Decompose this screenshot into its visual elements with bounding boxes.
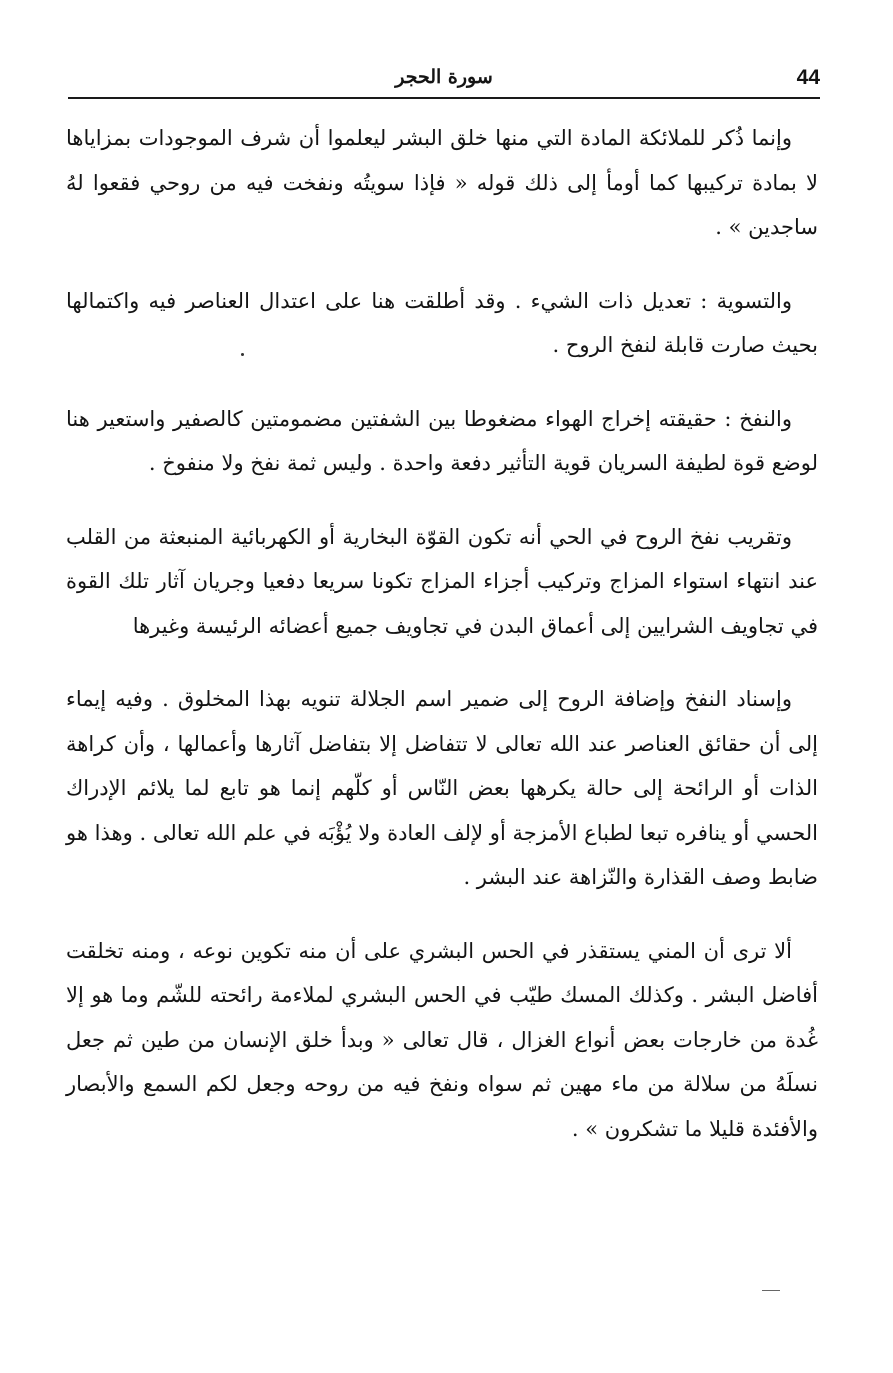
paragraph-taqrib-nafkh-ar-ruh: وتقريب نفخ الروح في الحي أنه تكون القوّة البخارية أو الكهربائية المنبعثة من القلب عند انتهاء استواء المزاج وتركيب أجزاء المزاج تكونا سريعا دفعيا وجريان آثار تلك القوة في تجاويف الشرايين إلى أعماق البدن في تجاويف جميع أعضائه الرئيسة وغيرها <box>66 524 818 638</box>
paragraph-taswiya: والتسوية : تعديل ذات الشيء . وقد أطلقت هنا على اعتدال العناصر فيه واكتمالها بحيث صارت قابلة لنفخ الروح . <box>66 288 818 357</box>
body-text <box>66 116 818 1151</box>
paragraph-dhikr-lilmalaika: وإنما ذُكر للملائكة المادة التي منها خلق البشر ليعلموا أن شرف الموجودات بمزاياها لا بمادة تركيبها كما أومأ إلى ذلك قوله « فإذا سويتُه ونفخت فيه من روحي فقعوا لهُ ساجدين » . <box>66 126 818 239</box>
page-number: 44 <box>796 66 820 89</box>
header-rule <box>68 97 820 99</box>
running-title: سورة الحجر <box>395 66 493 88</box>
stray-dot <box>241 353 244 356</box>
paragraph-al-mani-wal-misk: ألا ترى أن المني يستقذر في الحس البشري على أن منه تكوين نوعه ، ومنه تخلقت أفاضل البشر . وكذلك المسك طيّب في الحس البشري لملاءمة رائحته للشّم وما هو إلا غُدة من خارجات بعض أنواع الغزال ، قال تعالى « وبدأ خلق الإنسان من طين ثم جعل نسلَهُ من سلالة من ماء مهين ثم سواه ونفخ فيه من روحه وجعل لكم السمع والأبصار والأفئدة قليلا ما تشكرون » . <box>66 938 818 1141</box>
page-header <box>68 62 820 98</box>
stray-mark-bottom <box>762 1290 780 1291</box>
paragraph-isnad-an-nafkh: وإسناد النفخ وإضافة الروح إلى ضمير اسم الجلالة تنويه بهذا المخلوق . وفيه إيماء إلى أن حقائق العناصر عند الله تعالى لا تتفاضل إلا بتفاضل آثارها وأعمالها ، وأن كراهة الذات أو الرائحة إلى حالة يكرهها بعض النّاس أو كلّهم إنما هو تابع لما يلائم الإدراك الحسي أو ينافره تبعا لطباع الأمزجة أو لإلف العادة ولا يُؤْبَه في علم الله تعالى . وهذا هو ضابط وصف القذارة والنّزاهة عند البشر . <box>66 687 818 889</box>
paragraph-nafkh: والنفخ : حقيقته إخراج الهواء مضغوطا بين الشفتين مضمومتين كالصفير واستعير هنا لوضع قوة لطيفة السريان قوية التأثير دفعة واحدة . وليس ثمة نفخ ولا منفوخ . <box>66 406 818 475</box>
